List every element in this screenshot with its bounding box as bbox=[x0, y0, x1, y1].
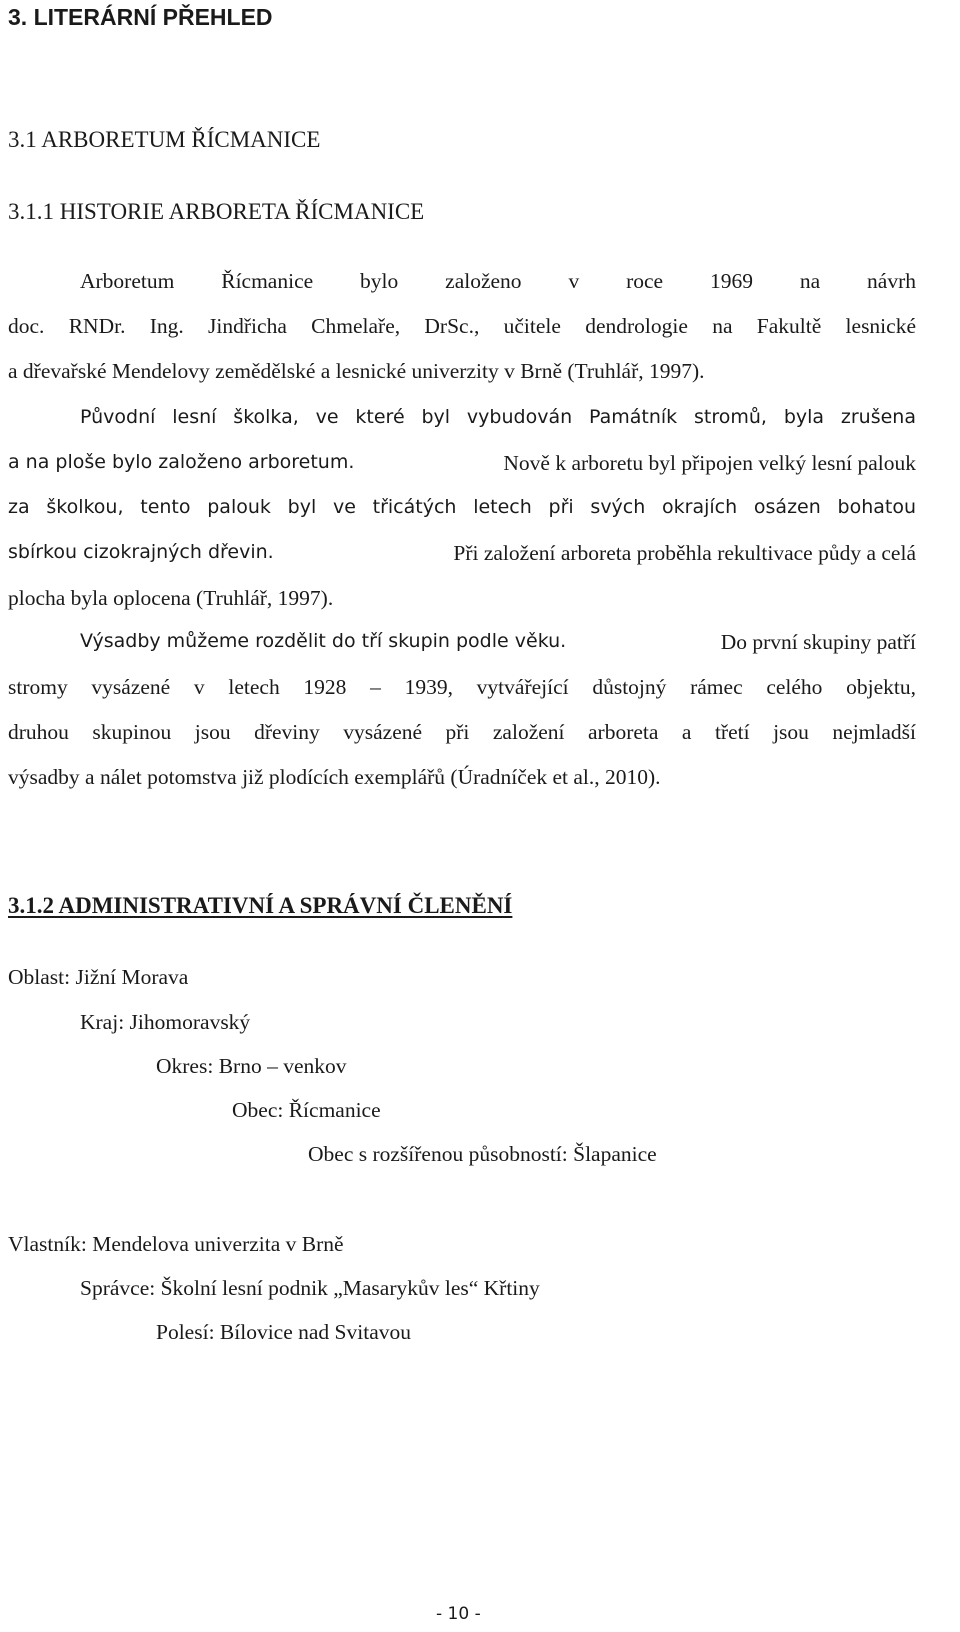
paragraph-line: doc. RNDr. Ing. Jindřicha Chmelaře, DrSc., učitele dendrologie na Fakultě lesnické bbox=[8, 314, 916, 338]
paragraph-line: výsadby a nálet potomstva již plodících exemplářů (Úradníček et al., 2010). bbox=[8, 765, 661, 789]
paragraph-segment: Při založení arboreta proběhla rekultivace půdy a celá bbox=[453, 541, 916, 565]
paragraph-line: stromy vysázené v letech 1928 – 1939, vytvářející důstojný rámec celého objektu, bbox=[8, 675, 916, 699]
paragraph-line: Původní lesní školka, ve které byl vybudován Památník stromů, byla zrušena bbox=[80, 406, 916, 428]
admin-extended-municipality: Obec s rozšířenou působností: Šlapanice bbox=[308, 1142, 657, 1166]
chapter-heading: 3. LITERÁRNÍ PŘEHLED bbox=[8, 4, 273, 30]
page-number: - 10 - bbox=[436, 1604, 481, 1624]
subsection-heading-administrative: 3.1.2 ADMINISTRATIVNÍ A SPRÁVNÍ ČLENĚNÍ bbox=[8, 893, 513, 918]
paragraph-line-mixed bbox=[80, 630, 916, 655]
paragraph-segment: sbírkou cizokrajných dřevin. bbox=[8, 541, 274, 563]
paragraph-segment: Do první skupiny patří bbox=[720, 630, 916, 654]
paragraph-line: Arboretum Řícmanice bylo založeno v roce 1969 na návrh bbox=[80, 269, 916, 293]
admin-region: Oblast: Jižní Morava bbox=[8, 965, 189, 989]
section-heading: 3.1 ARBORETUM ŘÍCMANICE bbox=[8, 127, 321, 152]
subsection-heading-history: 3.1.1 HISTORIE ARBORETA ŘÍCMANICE bbox=[8, 199, 425, 224]
administrator: Správce: Školní lesní podnik „Masarykův les“ Křtiny bbox=[80, 1276, 540, 1300]
paragraph-segment: Výsadby můžeme rozdělit do tří skupin podle věku. bbox=[80, 630, 567, 652]
forest-district: Polesí: Bílovice nad Svitavou bbox=[156, 1320, 411, 1344]
paragraph-line-mixed bbox=[8, 541, 916, 566]
paragraph-line: a dřevařské Mendelovy zemědělské a lesnické univerzity v Brně (Truhlář, 1997). bbox=[8, 359, 705, 383]
admin-district: Okres: Brno – venkov bbox=[156, 1054, 347, 1078]
paragraph-segment: Nově k arboretu byl připojen velký lesní palouk bbox=[503, 451, 916, 475]
paragraph-line: druhou skupinou jsou dřeviny vysázené při založení arboreta a třetí jsou nejmladší bbox=[8, 720, 916, 744]
admin-county: Kraj: Jihomoravský bbox=[80, 1010, 251, 1034]
paragraph-segment: a na ploše bylo založeno arboretum. bbox=[8, 451, 355, 473]
paragraph-line: za školkou, tento palouk byl ve třicátých letech při svých okrajích osázen bohatou bbox=[8, 496, 916, 518]
owner: Vlastník: Mendelova univerzita v Brně bbox=[8, 1232, 344, 1256]
paragraph-line: plocha byla oplocena (Truhlář, 1997). bbox=[8, 586, 334, 610]
admin-municipality: Obec: Řícmanice bbox=[232, 1098, 381, 1122]
paragraph-line-mixed bbox=[8, 451, 916, 476]
